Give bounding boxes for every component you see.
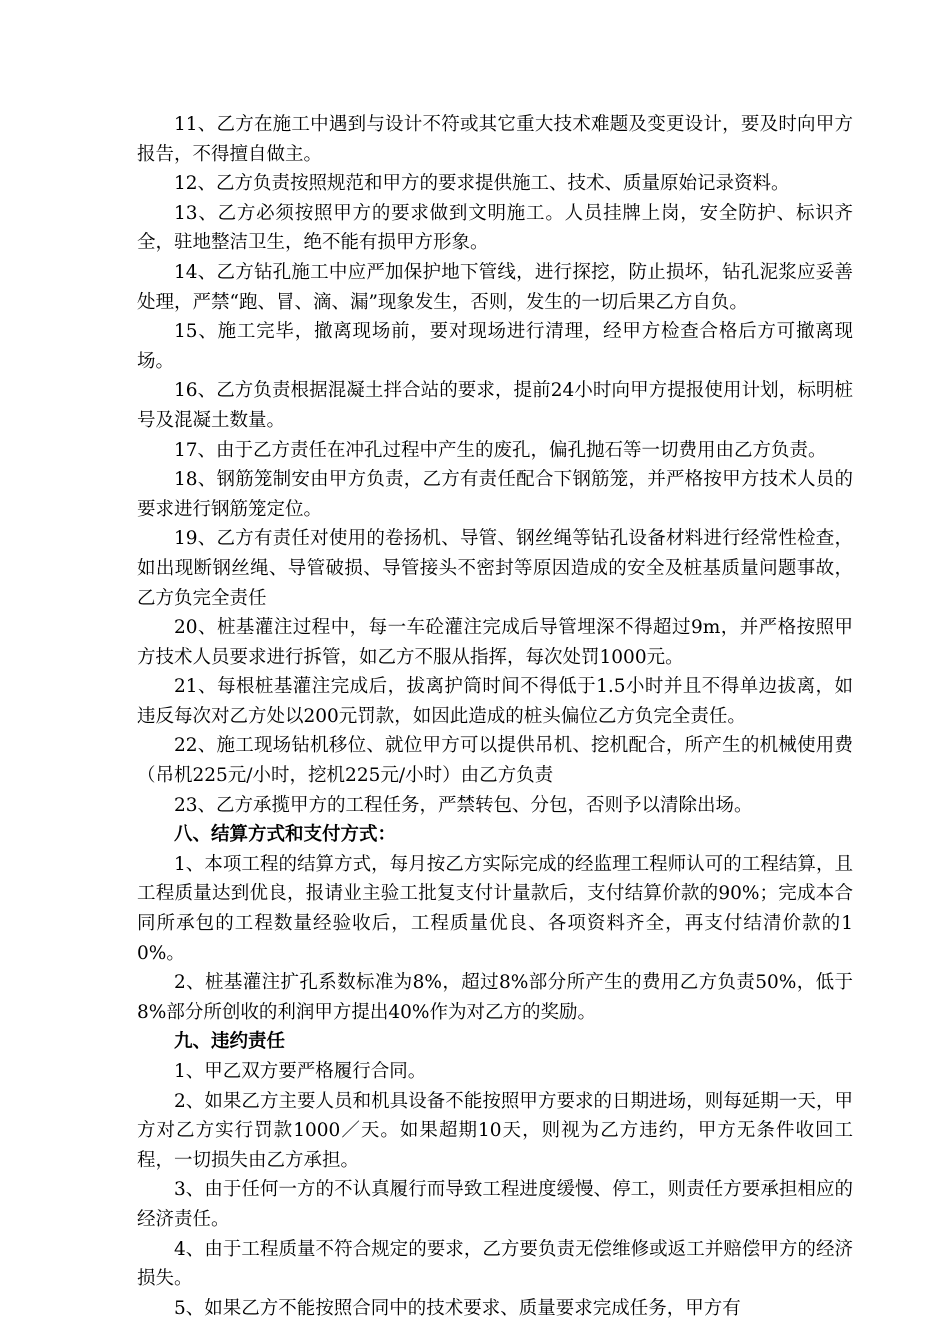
clause-20: 20、桩基灌注过程中，每一车砼灌注完成后导管埋深不得超过9m，并严格按照甲方技术人员要求进行拆管，如乙方不服从指挥，每次处罚1000元。 — [137, 617, 853, 668]
clause-11: 11、乙方在施工中遇到与设计不符或其它重大技术难题及变更设计，要及时向甲方报告，不得擅自做主。 — [137, 114, 853, 165]
clause-19: 19、乙方有责任对使用的卷扬机、导管、钢丝绳等钻孔设备材料进行经常性检查，如出现断钢丝绳、导管破损、导管接头不密封等原因造成的安全及桩基质量问题事故，乙方负完全责任 — [137, 528, 853, 609]
clause-18: 18、钢筋笼制安由甲方负责，乙方有责任配合下钢筋笼，并严格按甲方技术人员的要求进行钢筋笼定位。 — [137, 469, 853, 520]
document-page — [137, 110, 853, 1323]
breach-clause-4: 4、由于工程质量不符合规定的要求，乙方要负责无偿维修或返工并赔偿甲方的经济损失。 — [137, 1238, 853, 1290]
settlement-clause-1: 1、本项工程的结算方式，每月按乙方实际完成的经监理工程师认可的工程结算，且工程质量达到优良，报请业主验工批复支付计量款后，支付结算价款的90%；完成本合同所承包的工程数量经验收后，工程质量优良、各项资料齐全，再支付结清价款的10%。 — [137, 853, 853, 964]
clause-17: 17、由于乙方责任在冲孔过程中产生的废孔，偏孔抛石等一切费用由乙方负责。 — [174, 439, 827, 461]
clause-16: 16、乙方负责根据混凝土拌合站的要求，提前24小时向甲方提报使用计划，标明桩号及混凝土数量。 — [137, 380, 853, 431]
clause-15: 15、施工完毕，撤离现场前，要对现场进行清理，经甲方检查合格后方可撤离现场。 — [137, 321, 853, 372]
breach-clause-5: 5、如果乙方不能按照合同中的技术要求、质量要求完成任务，甲方有 — [174, 1297, 741, 1319]
section-heading-settlement: 八、结算方式和支付方式： — [174, 824, 397, 846]
breach-clause-1: 1、甲乙双方要严格履行合同。 — [174, 1061, 427, 1082]
breach-clause-3: 3、由于任何一方的不认真履行而导致工程进度缓慢、停工，则责任方要承担相应的经济责任。 — [137, 1179, 853, 1230]
clause-12: 12、乙方负责按照规范和甲方的要求提供施工、技术、质量原始记录资料。 — [174, 173, 790, 195]
settlement-clause-2: 2、桩基灌注扩孔系数标准为8%，超过8%部分所产生的费用乙方负责50%，低于8%部分所创收的利润甲方提出40%作为对乙方的奖励。 — [137, 972, 853, 1023]
clause-21: 21、每根桩基灌注完成后，拔离护筒时间不得低于1.5小时并且不得单边拔离，如违反每次对乙方处以200元罚款，如因此造成的桩头偏位乙方负完全责任。 — [137, 676, 853, 727]
section-heading-breach: 九、违约责任 — [174, 1031, 286, 1053]
clause-13: 13、乙方必须按照甲方的要求做到文明施工。人员挂牌上岗，安全防护、标识齐全，驻地整洁卫生，绝不能有损甲方形象。 — [137, 202, 853, 254]
clause-23: 23、乙方承揽甲方的工程任务，严禁转包、分包，否则予以清除出场。 — [174, 794, 753, 816]
clause-14: 14、乙方钻孔施工中应严加保护地下管线，进行探挖，防止损坏，钻孔泥浆应妥善处理，严禁“跑、冒、滴、漏”现象发生，否则，发生的一切后果乙方自负。 — [137, 261, 853, 313]
breach-clause-2: 2、如果乙方主要人员和机具设备不能按照甲方要求的日期进场，则每延期一天，甲方对乙方实行罚款1000／天。如果超期10天，则视为乙方违约，甲方无条件收回工程，一切损失由乙方承担。 — [137, 1090, 853, 1171]
clause-22: 22、施工现场钻机移位、就位甲方可以提供吊机、挖机配合，所产生的机械使用费（吊机225元/小时，挖机225元/小时）由乙方负责 — [137, 735, 853, 787]
